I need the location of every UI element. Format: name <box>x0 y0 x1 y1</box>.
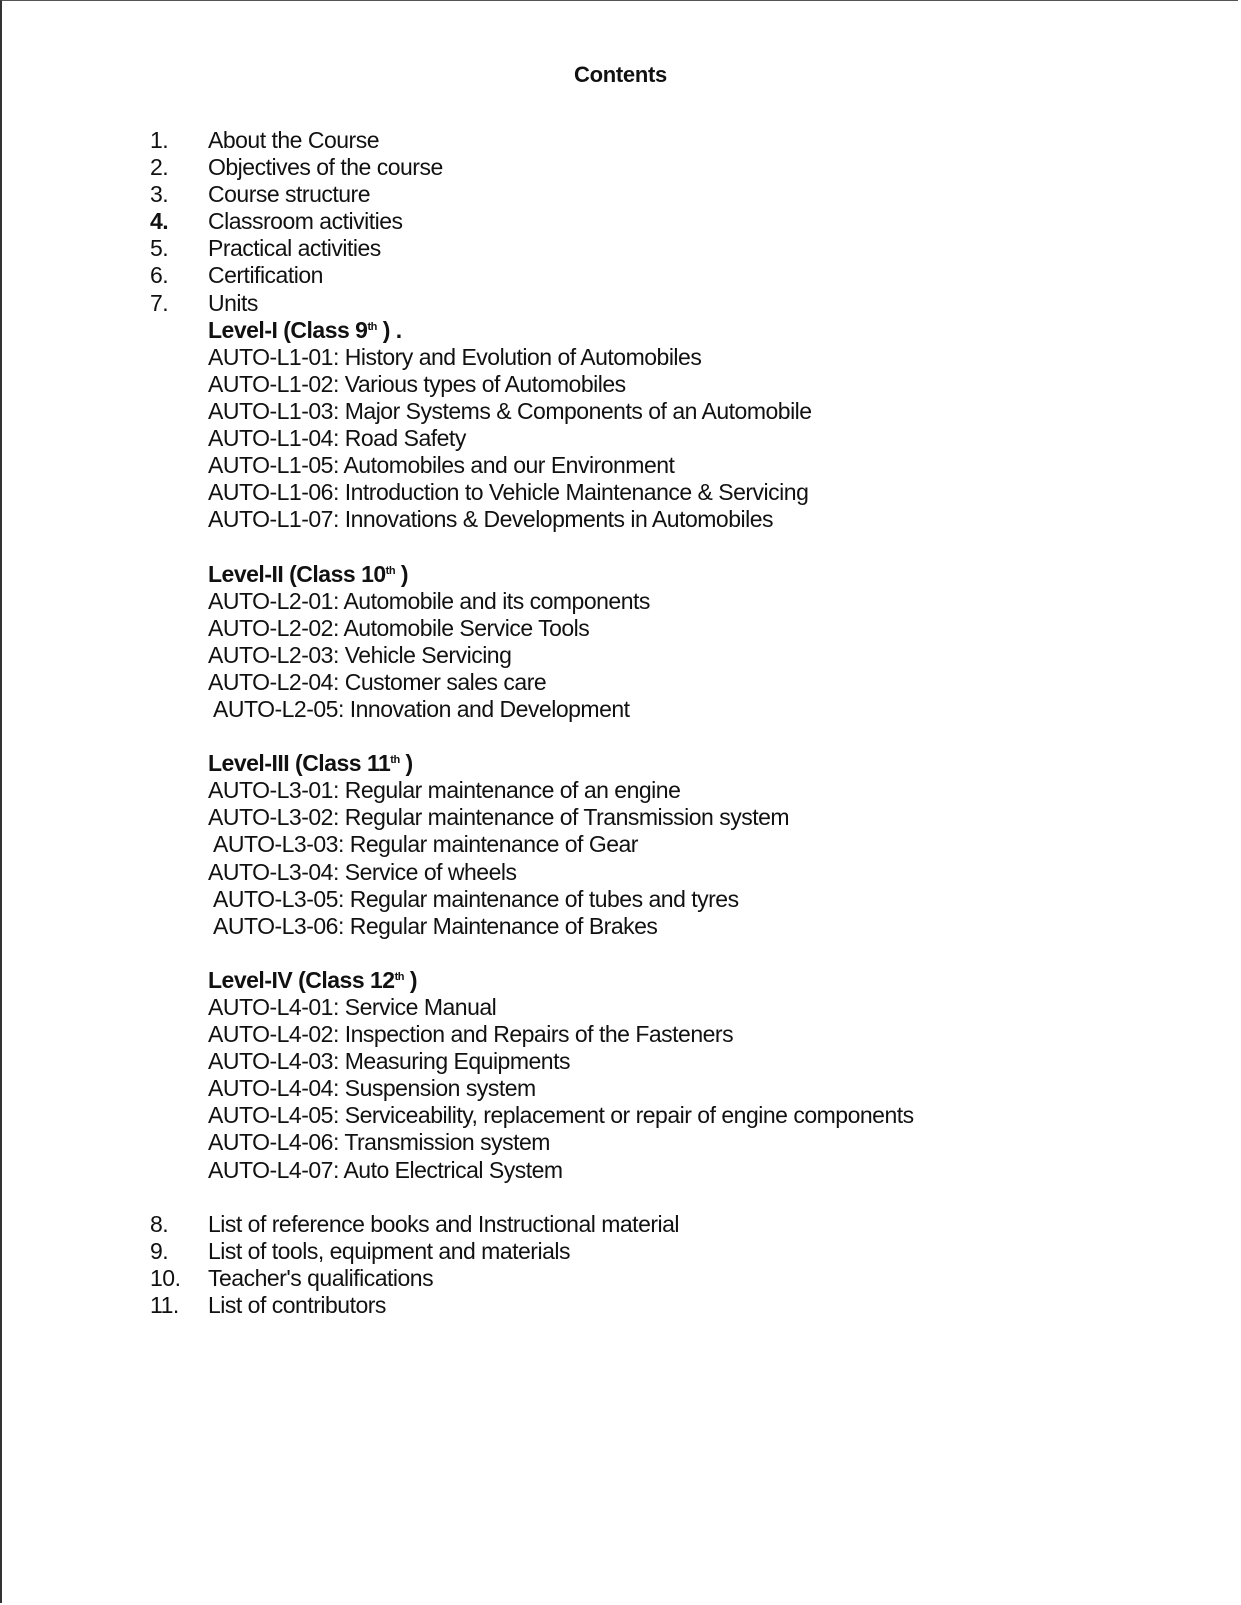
unit-item: AUTO-L3-03: Regular maintenance of Gear <box>213 831 638 858</box>
toc-item <box>150 208 1210 235</box>
table-of-contents <box>150 127 1210 1319</box>
unit-item: AUTO-L4-07: Auto Electrical System <box>208 1156 563 1183</box>
unit-item: AUTO-L4-01: Service Manual <box>208 994 497 1020</box>
toc-item <box>150 290 1210 317</box>
toc-item <box>150 1211 1210 1238</box>
toc-item-label: Objectives of the course <box>208 154 443 181</box>
unit-item: AUTO-L4-02: Inspection and Repairs of the Fasteners <box>208 1021 734 1048</box>
level-heading <box>208 967 1210 994</box>
unit-item: AUTO-L1-05: Automobiles and our Environment <box>208 452 675 479</box>
page-title: Contents <box>574 62 667 87</box>
toc-item-label: List of tools, equipment and materials <box>208 1237 570 1264</box>
level-heading-tail: ) <box>404 966 418 993</box>
toc-item-label: Practical activities <box>208 235 381 262</box>
section-gap <box>150 533 1210 560</box>
level-heading <box>208 561 1210 588</box>
level-heading-text: Level-I (Class 9 <box>208 316 368 343</box>
toc-item-number: 8. <box>150 1210 169 1237</box>
toc-item-label: List of contributors <box>208 1292 386 1319</box>
toc-item <box>150 154 1210 181</box>
toc-item-number: 3. <box>150 181 169 208</box>
level-heading-superscript: th <box>385 564 396 577</box>
toc-item-number: 2. <box>150 154 169 181</box>
unit-item: AUTO-L1-01: History and Evolution of Automobiles <box>208 343 702 370</box>
toc-item <box>150 262 1210 289</box>
toc-item <box>150 1292 1210 1319</box>
toc-item <box>150 181 1210 208</box>
unit-item: AUTO-L3-06: Regular Maintenance of Brakes <box>213 912 658 939</box>
unit-item: AUTO-L1-06: Introduction to Vehicle Maintenance & Servicing <box>208 479 809 506</box>
level-heading-tail: ) <box>395 560 409 587</box>
toc-item <box>150 1265 1210 1292</box>
level-heading <box>208 750 1210 777</box>
toc-item-label: List of reference books and Instructional material <box>208 1210 680 1237</box>
level-heading-text: Level-III (Class 11 <box>208 750 391 777</box>
toc-item-number: 10. <box>150 1264 181 1291</box>
toc-item <box>150 235 1210 262</box>
section-gap <box>150 723 1210 750</box>
section-gap <box>150 1184 1210 1211</box>
toc-item-number: 5. <box>150 235 169 262</box>
unit-item: AUTO-L4-05: Serviceability, replacement or repair of engine components <box>208 1102 914 1129</box>
level-heading-superscript: th <box>367 320 377 333</box>
level-heading-superscript: th <box>390 754 400 767</box>
level-heading-text: Level-II (Class 10 <box>208 560 386 587</box>
level-heading-tail: ) . <box>376 316 402 343</box>
unit-item: AUTO-L1-07: Innovations & Developments in Automobiles <box>208 506 773 533</box>
unit-item: AUTO-L1-03: Major Systems & Components of an Automobile <box>208 397 812 424</box>
toc-item-label: About the Course <box>208 127 380 153</box>
toc-item-number: 9. <box>150 1237 169 1264</box>
unit-item: AUTO-L2-04: Customer sales care <box>208 668 547 695</box>
unit-item: AUTO-L1-04: Road Safety <box>208 425 466 452</box>
unit-item: AUTO-L3-05: Regular maintenance of tubes and tyres <box>213 885 739 912</box>
toc-item-number: 6. <box>150 262 169 289</box>
unit-item: AUTO-L3-02: Regular maintenance of Transmission system <box>208 804 790 831</box>
unit-item: AUTO-L1-02: Various types of Automobiles <box>208 370 626 397</box>
unit-item: AUTO-L2-05: Innovation and Development <box>213 695 630 722</box>
toc-item-label: Course structure <box>208 181 371 208</box>
toc-item <box>150 1238 1210 1265</box>
toc-item <box>150 127 1210 154</box>
unit-item: AUTO-L3-04: Service of wheels <box>208 858 517 885</box>
unit-item: AUTO-L3-01: Regular maintenance of an engine <box>208 777 681 804</box>
toc-item-label: Units <box>208 289 258 316</box>
toc-item-number: 11. <box>150 1292 179 1319</box>
unit-item: AUTO-L2-02: Automobile Service Tools <box>208 614 590 641</box>
toc-item-number: 1. <box>150 127 169 153</box>
level-heading-superscript: th <box>394 970 404 983</box>
toc-item-number: 7. <box>150 289 169 316</box>
unit-item: AUTO-L4-04: Suspension system <box>208 1075 536 1102</box>
unit-item: AUTO-L2-03: Vehicle Servicing <box>208 641 512 668</box>
toc-item-number: 4. <box>150 208 169 235</box>
toc-item-label: Teacher's qualifications <box>208 1264 434 1291</box>
level-heading-text: Level-IV (Class 12 <box>208 966 395 993</box>
unit-item: AUTO-L2-01: Automobile and its components <box>208 587 650 614</box>
section-gap <box>150 940 1210 967</box>
level-heading-tail: ) <box>399 750 413 777</box>
unit-item: AUTO-L4-03: Measuring Equipments <box>208 1048 570 1075</box>
toc-item-label: Certification <box>208 262 323 289</box>
unit-item: AUTO-L4-06: Transmission system <box>208 1129 550 1156</box>
toc-item-label: Classroom activities <box>208 208 403 235</box>
level-heading <box>208 317 1210 344</box>
